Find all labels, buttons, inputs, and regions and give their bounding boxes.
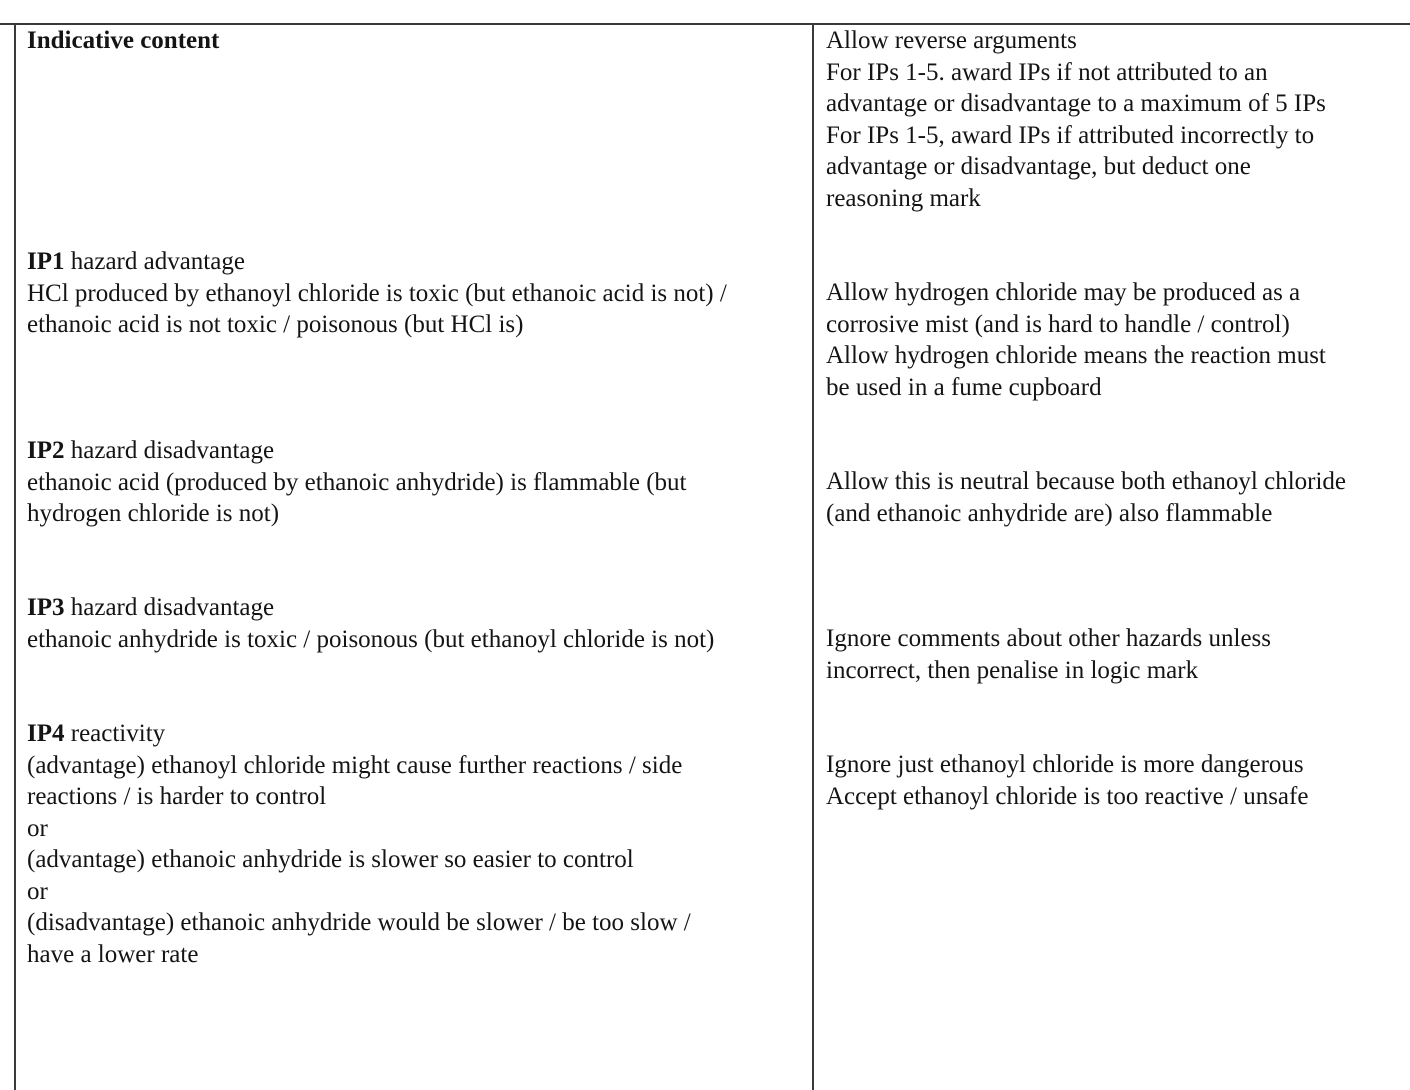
note-line: corrosive mist (and is hard to handle / control) [826,310,1290,338]
note-line: Accept ethanoyl chloride is too reactive / unsafe [826,782,1309,810]
table-left-border [14,23,16,1090]
note-line: reasoning mark [826,184,981,212]
note-line: For IPs 1-5, award IPs if attributed incorrectly to [826,121,1315,149]
ip4-line: or [27,877,48,905]
ip4-line: reactions / is harder to control [27,783,327,810]
ip2-tag: IP2 [27,437,65,464]
ip4-tag: IP4 [27,720,65,747]
note-line: (and ethanoic anhydride are) also flammable [826,499,1273,527]
ip2-line: hydrogen chloride is not) [27,500,280,527]
guidance-note-ip1 [826,277,1326,403]
guidance-note-general [826,25,1326,214]
ip3-tag: IP3 [27,594,65,621]
ip1-title: hazard advantage [64,248,245,275]
note-line: incorrect, then penalise in logic mark [826,656,1199,684]
table-column-divider [812,23,814,1090]
indicative-content-heading: Indicative content [27,27,220,54]
note-line: Allow reverse arguments [826,27,1077,54]
note-line: advantage or disadvantage to a maximum of 5 IPs [826,90,1326,117]
ip4-line: (advantage) ethanoic anhydride is slower so easier to control [27,846,634,873]
ip2-line: ethanoic acid (produced by ethanoic anhydride) is flammable (but [27,468,687,496]
ip4-line: (disadvantage) ethanoic anhydride would be slower / be too slow / [27,909,691,936]
note-line: Allow this is neutral because both ethanoyl chloride [826,468,1347,495]
note-line: Ignore comments about other hazards unless [826,625,1272,652]
note-line: advantage or disadvantage, but deduct one [826,153,1251,180]
ip4-line: or [27,814,48,842]
ip4-block [27,718,691,970]
note-line: Allow hydrogen chloride means the reaction must [826,342,1326,369]
ip1-tag: IP1 [27,248,65,275]
ip4-line: have a lower rate [27,940,199,968]
guidance-note-ip2 [826,466,1346,529]
note-line: be used in a fume cupboard [826,373,1102,401]
guidance-note-ip3 [826,623,1271,686]
ip3-line: ethanoic anhydride is toxic / poisonous (but ethanoyl chloride is not) [27,625,715,653]
ip2-block [27,435,686,530]
guidance-note-ip4 [826,749,1308,812]
ip4-line: (advantage) ethanoyl chloride might cause further reactions / side [27,751,683,779]
note-line: Allow hydrogen chloride may be produced as a [826,279,1301,306]
ip3-block [27,592,714,655]
ip1-block [27,246,727,341]
ip4-title: reactivity [64,720,166,747]
ip2-title: hazard disadvantage [64,437,275,464]
ip1-line: HCl produced by ethanoyl chloride is toxic (but ethanoic acid is not) / [27,279,727,307]
ip3-title: hazard disadvantage [64,594,275,621]
note-line: Ignore just ethanoyl chloride is more dangerous [826,751,1304,778]
note-line: For IPs 1-5. award IPs if not attributed to an [826,58,1268,86]
ip1-line: ethanoic acid is not toxic / poisonous (but HCl is) [27,311,524,338]
